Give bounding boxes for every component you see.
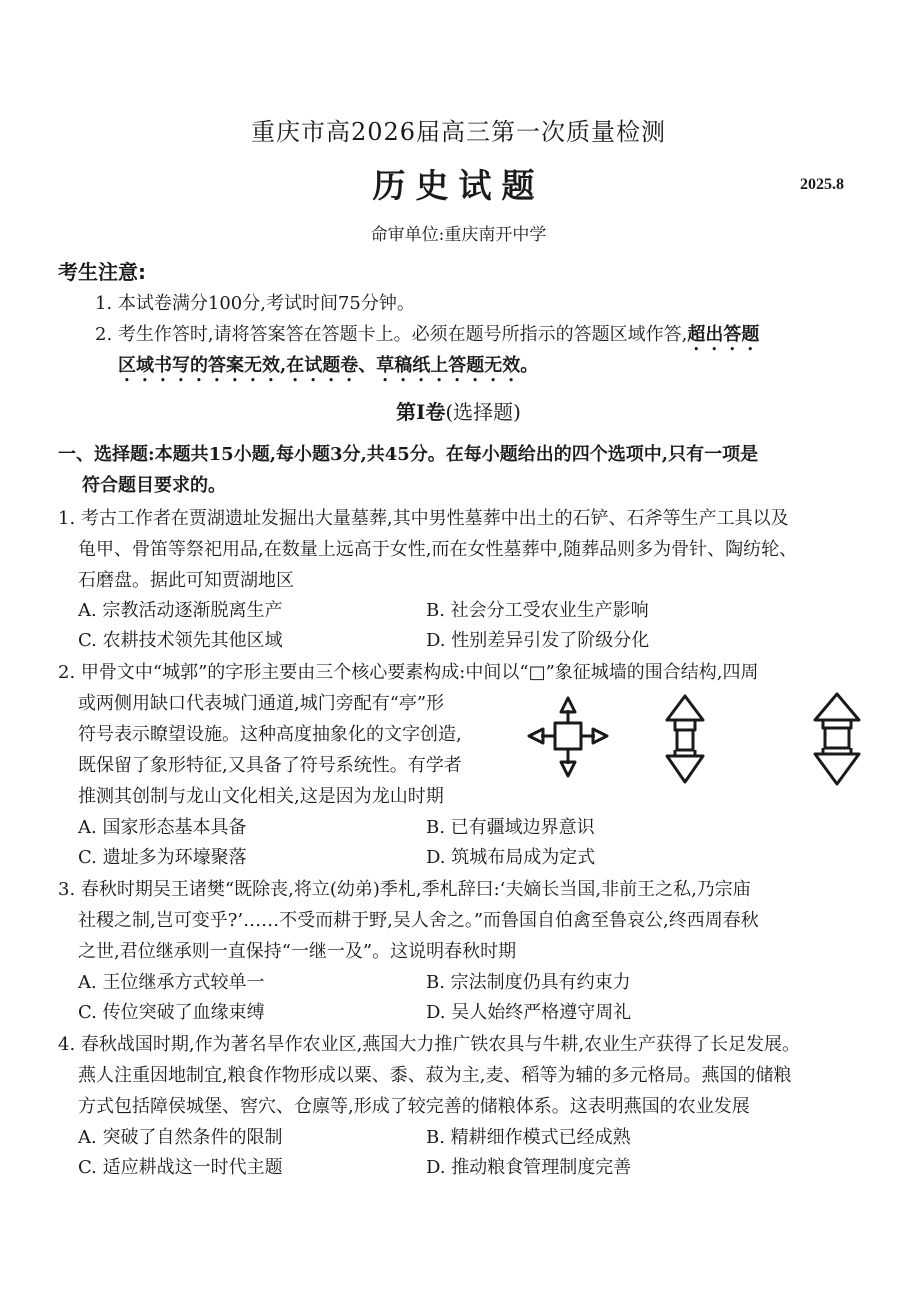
notice-item-2-line2 — [118, 350, 538, 386]
q4-option-a: A. 突破了自然条件的限制 — [78, 1127, 283, 1148]
oracle-bone-glyphs-figure — [525, 690, 865, 790]
q3-option-d: D. 吴人始终严格遵守周礼 — [426, 1002, 632, 1023]
q1-option-d: D. 性别差异引发了阶级分化 — [426, 630, 650, 651]
q2-stem-line1: 2. 甲骨文中“城郭”的字形主要由三个核心要素构成:中间以“□”象征城墙的围合结构,四周 — [58, 662, 759, 683]
notice-end: 。 — [520, 355, 539, 376]
q2-stem-line4: 既保留了象形特征,又具备了符号系统性。有学者 — [78, 755, 462, 776]
q1-stem-line1: 1. 考古工作者在贾湖遗址发掘出大量墓葬,其中男性墓葬中出土的石铲、石斧等生产工具以及 — [58, 508, 789, 529]
author-unit: 命审单位:重庆南开中学 — [370, 225, 547, 245]
q1-stem-line2: 龟甲、骨笛等祭祀用品,在数量上远高于女性,而在女性墓葬中,随葬品则多为骨针、陶纺轮、 — [78, 539, 798, 560]
q3-stem-line1: 3. 春秋时期吴王诸樊“既除丧,将立(幼弟)季札,季札辞曰:‘夫嫡长当国,非前王之私,乃宗庙 — [58, 879, 751, 900]
q4-option-c: C. 适应耕战这一时代主题 — [78, 1157, 283, 1178]
q1-option-c: C. 农耕技术领先其他区域 — [78, 630, 283, 651]
exam-date: 2025.8 — [800, 176, 844, 193]
q2-option-c: C. 遗址多为环壕聚落 — [78, 847, 247, 868]
part-heading-line1: 一、选择题:本题共15小题,每小题3分,共45分。在每小题给出的四个选项中,只有一项是 — [58, 444, 759, 465]
q2-option-b: B. 已有疆域边界意识 — [426, 817, 595, 838]
q4-stem-line1: 4. 春秋战国时期,作为著名旱作农业区,燕国大力推广铁农具与牛耕,农业生产获得了长足发展。 — [58, 1034, 801, 1055]
notice-emphasis-1: 超出答题 — [687, 324, 760, 345]
q4-option-b: B. 精耕细作模式已经成熟 — [426, 1127, 631, 1148]
part-heading-line2: 符合题目要求的。 — [82, 475, 226, 496]
q4-option-d: D. 推动粮食管理制度完善 — [426, 1157, 632, 1178]
section-subtitle: (选择题) — [445, 400, 521, 424]
notice-item-1: 1. 本试卷满分100分,考试时间75分钟。 — [95, 293, 415, 314]
glyph-two-gates-2 — [815, 694, 859, 784]
q3-stem-line2: 社稷之制,岂可变乎?’……不受而耕于野,吴人舍之。”而鲁国自伯禽至鲁哀公,终西周春秋 — [78, 910, 759, 931]
q2-stem-line2: 或两侧用缺口代表城门通道,城门旁配有“亭”形 — [78, 693, 445, 714]
notice-heading: 考生注意: — [58, 260, 146, 284]
section-title — [0, 396, 917, 425]
q3-option-b: B. 宗法制度仍具有约束力 — [426, 972, 631, 993]
q2-stem-line3: 符号表示瞭望设施。这种高度抽象化的文字创造, — [78, 724, 462, 745]
glyph-two-gates-1 — [667, 696, 703, 782]
glyph-four-gates — [529, 698, 607, 776]
q4-stem-line3: 方式包括障侯城堡、窖穴、仓廪等,形成了较完善的储粮体系。这表明燕国的农业发展 — [78, 1096, 750, 1117]
exam-title: 重庆市高2026届高三第一次质量检测 — [250, 118, 667, 146]
notice-emphasis-2: 区域书写的答案无效,在试题卷、草稿纸上答题无效 — [118, 355, 521, 376]
q2-option-d: D. 筑城布局成为定式 — [426, 847, 596, 868]
subject-title: 历史试题 — [372, 166, 545, 205]
q3-option-c: C. 传位突破了血缘束缚 — [78, 1002, 265, 1023]
section-name: 第Ⅰ卷 — [396, 400, 446, 424]
q2-option-a: A. 国家形态基本具备 — [78, 817, 247, 838]
q1-option-b: B. 社会分工受农业生产影响 — [426, 600, 649, 621]
q1-stem-line3: 石磨盘。据此可知贾湖地区 — [78, 570, 294, 591]
q4-stem-line2: 燕人注重因地制宜,粮食作物形成以粟、黍、菽为主,麦、稻等为辅的多元格局。燕国的储粮 — [78, 1065, 792, 1086]
q2-stem-line5: 推测其创制与龙山文化相关,这是因为龙山时期 — [78, 786, 444, 807]
q3-option-a: A. 王位继承方式较单一 — [78, 972, 265, 993]
notice-item-2-text: 2. 考生作答时,请将答案答在答题卡上。必须在题号所指示的答题区域作答, — [95, 324, 688, 345]
q3-stem-line3: 之世,君位继承则一直保持“一继一及”。这说明春秋时期 — [78, 941, 517, 962]
q1-option-a: A. 宗教活动逐渐脱离生产 — [78, 600, 283, 621]
